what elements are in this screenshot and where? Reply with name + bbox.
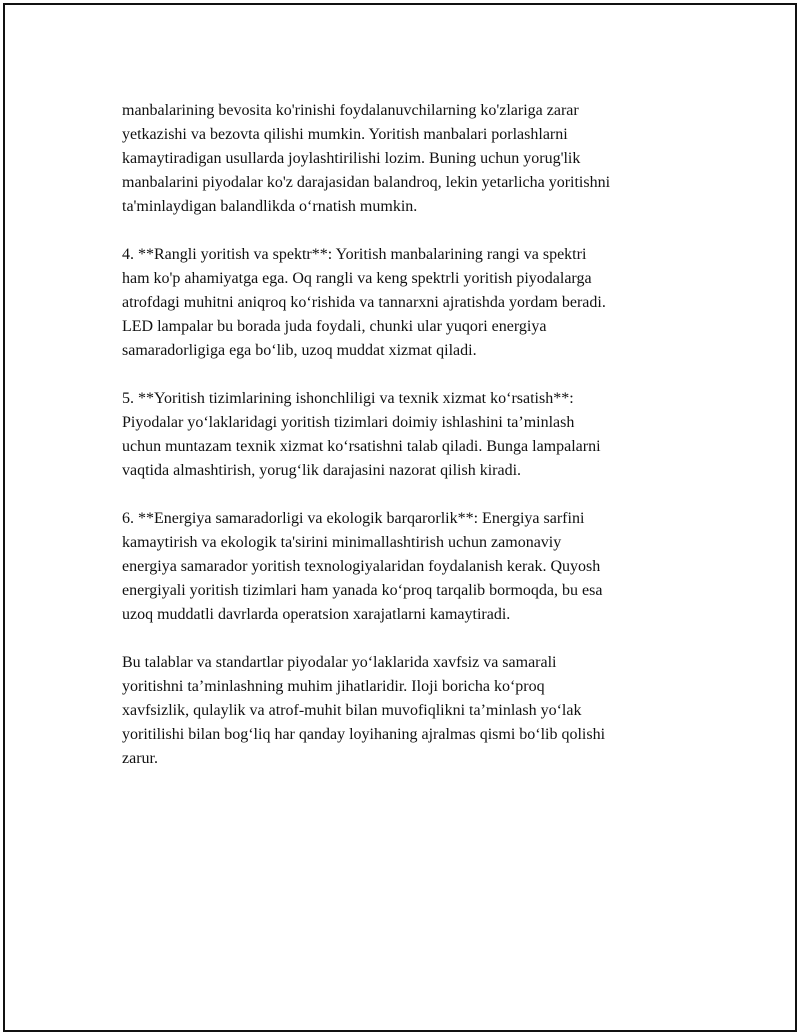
document-body (122, 99, 692, 795)
text-line: manbalarini piyodalar ko'z darajasidan balandroq, lekin yetarlicha yoritishni (122, 174, 611, 191)
text-line: yoritishni ta’minlashning muhim jihatlaridir. Iloji boricha ko‘proq (122, 678, 545, 695)
text-line: energiya samarador yoritish texnologiyalaridan foydalanish kerak. Quyosh (122, 558, 601, 575)
text-line: zarur. (122, 750, 158, 767)
text-line: samaradorligiga ega bo‘lib, uzoq muddat xizmat qiladi. (122, 342, 477, 359)
text-line: kamaytiradigan usullarda joylashtirilishi lozim. Buning uchun yorug'lik (122, 150, 581, 167)
text-line: kamaytirish va ekologik ta'sirini minimallashtirish uchun zamonaviy (122, 534, 562, 551)
page-frame (3, 3, 797, 1032)
text-line: atrofdagi muhitni aniqroq ko‘rishida va tannarxni ajratishda yordam beradi. (122, 294, 606, 311)
text-line: 5. **Yoritish tizimlarining ishonchliligi va texnik xizmat ko‘rsatish**: (122, 390, 574, 407)
paragraph-1 (122, 99, 692, 219)
text-line: uchun muntazam texnik xizmat ko‘rsatishni talab qiladi. Bunga lampalarni (122, 438, 601, 455)
text-line: 4. **Rangli yoritish va spektr**: Yoritish manbalarining rangi va spektri (122, 246, 587, 263)
text-line: manbalarining bevosita ko'rinishi foydalanuvchilarning ko'zlariga zarar (122, 102, 579, 119)
text-line: energiyali yoritish tizimlari ham yanada ko‘proq tarqalib bormoqda, bu esa (122, 582, 603, 599)
paragraph-3 (122, 387, 692, 483)
text-line: vaqtida almashtirish, yorug‘lik darajasini nazorat qilish kiradi. (122, 462, 522, 479)
paragraph-4 (122, 507, 692, 627)
text-line: uzoq muddatli davrlarda operatsion xarajatlarni kamaytiradi. (122, 606, 511, 623)
text-line: ta'minlaydigan balandlikda o‘rnatish mumkin. (122, 198, 418, 215)
text-line: yetkazishi va bezovta qilishi mumkin. Yoritish manbalari porlashlarni (122, 126, 568, 143)
text-line: yoritilishi bilan bog‘liq har qanday loyihaning ajralmas qismi bo‘lib qolishi (122, 726, 606, 743)
text-line: Bu talablar va standartlar piyodalar yo‘laklarida xavfsiz va samarali (122, 654, 557, 671)
text-line: ham ko'p ahamiyatga ega. Oq rangli va keng spektrli yoritish piyodalarga (122, 270, 592, 287)
text-line: Piyodalar yo‘laklaridagi yoritish tizimlari doimiy ishlashini ta’minlash (122, 414, 575, 431)
paragraph-5 (122, 651, 692, 771)
paragraph-2 (122, 243, 692, 363)
text-line: LED lampalar bu borada juda foydali, chunki ular yuqori energiya (122, 318, 547, 335)
text-line: 6. **Energiya samaradorligi va ekologik barqarorlik**: Energiya sarfini (122, 510, 585, 527)
text-line: xavfsizlik, qulaylik va atrof-muhit bilan muvofiqlikni ta’minlash yo‘lak (122, 702, 582, 719)
